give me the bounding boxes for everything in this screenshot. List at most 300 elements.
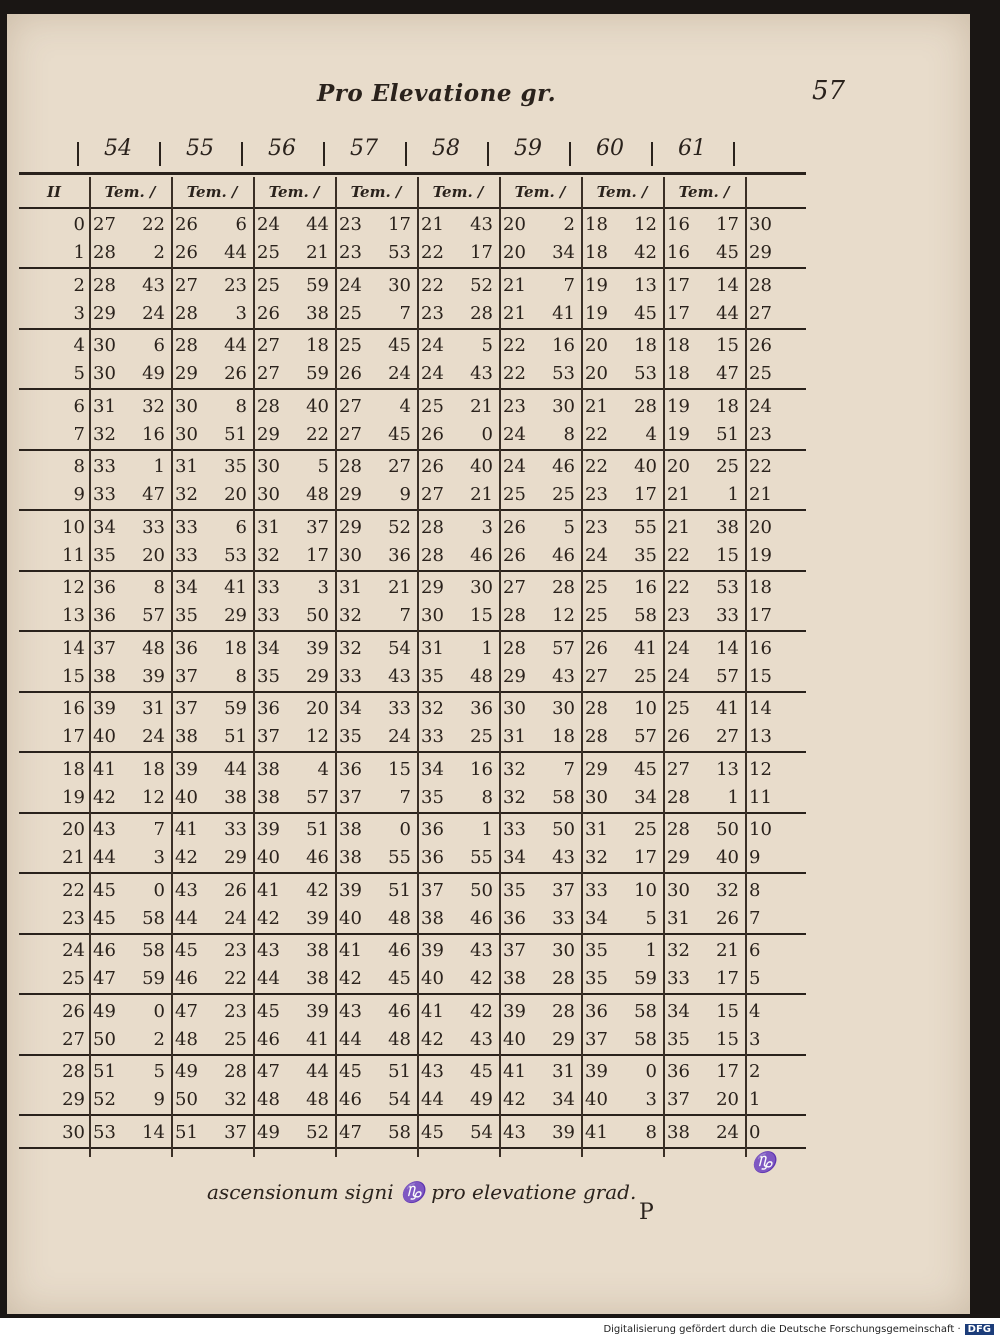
cell-degrees: 28 (93, 242, 116, 263)
row-number: 30 (62, 1121, 85, 1143)
tem-column-header: Tem. / (268, 183, 320, 201)
row-complement: 8 (749, 879, 761, 901)
cell-minutes: 50 (470, 879, 493, 901)
degree-label: 58 (432, 136, 460, 161)
degree-label: 59 (514, 136, 542, 161)
cell-degrees: 46 (339, 1089, 362, 1110)
cell-degrees: 28 (503, 637, 526, 659)
cell-minutes: 41 (634, 637, 657, 659)
cell-minutes: 18 (142, 758, 165, 780)
cell-minutes: 17 (716, 968, 739, 989)
row-number: 19 (62, 786, 85, 808)
cell-minutes: 29 (306, 665, 329, 687)
cell-minutes: 12 (306, 726, 329, 747)
column-divider (89, 177, 91, 1157)
table-row (19, 542, 806, 570)
cell-degrees: 31 (339, 577, 362, 598)
row-complement: 26 (749, 335, 772, 356)
cell-minutes: 41 (716, 698, 739, 719)
cell-degrees: 32 (339, 605, 362, 626)
cell-minutes: 40 (716, 847, 739, 868)
cell-degrees: 47 (339, 1121, 362, 1143)
cell-minutes: 46 (552, 456, 575, 477)
cell-degrees: 28 (93, 274, 116, 296)
cell-degrees: 16 (667, 214, 690, 235)
row-number: 9 (73, 484, 85, 505)
cell-minutes: 34 (634, 786, 657, 808)
cell-degrees: 35 (585, 940, 608, 961)
cell-minutes: 30 (552, 395, 575, 417)
cell-degrees: 48 (175, 1028, 198, 1050)
cell-minutes: 33 (142, 516, 165, 538)
cell-degrees: 39 (339, 879, 362, 901)
cell-minutes: 50 (552, 819, 575, 840)
cell-degrees: 36 (421, 847, 444, 868)
cell-minutes: 32 (716, 879, 739, 901)
cell-minutes: 4 (645, 423, 657, 445)
cell-minutes: 22 (142, 214, 165, 235)
cell-minutes: 8 (235, 395, 247, 417)
cell-degrees: 18 (667, 335, 690, 356)
cell-minutes: 53 (224, 544, 247, 566)
cell-degrees: 33 (175, 544, 198, 566)
row-number: 6 (73, 395, 85, 417)
row-group (19, 391, 806, 451)
cell-minutes: 52 (470, 274, 493, 296)
cell-minutes: 8 (481, 786, 493, 808)
row-number: 29 (62, 1089, 85, 1110)
cell-minutes: 15 (716, 1028, 739, 1050)
cell-degrees: 21 (503, 302, 526, 324)
cell-degrees: 35 (421, 665, 444, 687)
cell-degrees: 30 (667, 879, 690, 901)
cell-degrees: 46 (93, 940, 116, 961)
cell-minutes: 16 (552, 335, 575, 356)
cell-degrees: 38 (667, 1121, 690, 1143)
cell-minutes: 3 (481, 516, 493, 538)
cell-minutes: 54 (388, 637, 411, 659)
cell-minutes: 55 (634, 516, 657, 538)
cell-minutes: 12 (634, 214, 657, 235)
cell-degrees: 39 (421, 940, 444, 961)
cell-degrees: 36 (93, 605, 116, 626)
cell-degrees: 35 (257, 665, 280, 687)
cell-degrees: 43 (503, 1121, 526, 1143)
cell-degrees: 50 (93, 1028, 116, 1050)
cell-minutes: 3 (235, 302, 247, 324)
table-row (19, 453, 806, 481)
row-number: 10 (62, 516, 85, 538)
cell-degrees: 20 (503, 242, 526, 263)
cell-minutes: 1 (727, 786, 739, 808)
cell-degrees: 39 (93, 698, 116, 719)
cell-minutes: 17 (634, 484, 657, 505)
cell-minutes: 1 (645, 940, 657, 961)
cell-minutes: 30 (388, 274, 411, 296)
cell-degrees: 28 (339, 456, 362, 477)
cell-degrees: 28 (257, 395, 280, 417)
cell-minutes: 18 (224, 637, 247, 659)
cell-minutes: 28 (552, 1000, 575, 1022)
cell-minutes: 52 (306, 1121, 329, 1143)
cell-degrees: 25 (339, 302, 362, 324)
cell-minutes: 48 (388, 907, 411, 929)
cell-minutes: 24 (388, 363, 411, 384)
cell-minutes: 59 (306, 363, 329, 384)
cell-minutes: 2 (563, 214, 575, 235)
row-complement: 14 (749, 698, 772, 719)
cell-degrees: 33 (93, 456, 116, 477)
cell-minutes: 46 (470, 544, 493, 566)
cell-minutes: 58 (552, 786, 575, 808)
cell-degrees: 29 (503, 665, 526, 687)
row-number: 15 (62, 665, 85, 687)
cell-minutes: 46 (388, 1000, 411, 1022)
cell-minutes: 41 (552, 302, 575, 324)
cell-minutes: 33 (552, 907, 575, 929)
cell-degrees: 25 (339, 335, 362, 356)
row-complement: 16 (749, 637, 772, 659)
degree-label: 57 (350, 136, 378, 161)
cell-minutes: 12 (142, 786, 165, 808)
cell-degrees: 30 (257, 456, 280, 477)
row-number: 13 (62, 605, 85, 626)
cell-minutes: 15 (470, 605, 493, 626)
cell-minutes: 39 (552, 1121, 575, 1143)
cell-degrees: 23 (421, 302, 444, 324)
cell-minutes: 57 (552, 637, 575, 659)
cell-minutes: 58 (142, 907, 165, 929)
cell-degrees: 27 (503, 577, 526, 598)
cell-degrees: 28 (175, 302, 198, 324)
cell-minutes: 28 (552, 968, 575, 989)
row-complement: 22 (749, 456, 772, 477)
cell-degrees: 44 (339, 1028, 362, 1050)
cell-minutes: 44 (224, 758, 247, 780)
cell-minutes: 42 (634, 242, 657, 263)
cell-minutes: 24 (224, 907, 247, 929)
cell-minutes: 7 (399, 302, 411, 324)
cell-degrees: 22 (585, 423, 608, 445)
cell-degrees: 48 (257, 1089, 280, 1110)
cell-minutes: 6 (235, 214, 247, 235)
row-number: 4 (73, 335, 85, 356)
cell-degrees: 40 (93, 726, 116, 747)
cell-minutes: 28 (470, 302, 493, 324)
row-group (19, 572, 806, 632)
cell-minutes: 26 (224, 363, 247, 384)
cell-degrees: 45 (339, 1061, 362, 1082)
cell-minutes: 46 (552, 544, 575, 566)
tem-column-header: Tem. / (514, 183, 566, 201)
cell-degrees: 28 (585, 726, 608, 747)
cell-minutes: 18 (306, 335, 329, 356)
degree-label: 55 (186, 136, 214, 161)
cell-minutes: 51 (388, 1061, 411, 1082)
cell-minutes: 35 (634, 544, 657, 566)
row-group (19, 633, 806, 693)
table-row (19, 211, 806, 239)
cell-minutes: 59 (224, 698, 247, 719)
cell-minutes: 0 (481, 423, 493, 445)
cell-degrees: 34 (175, 577, 198, 598)
cell-minutes: 28 (552, 577, 575, 598)
cell-minutes: 46 (306, 847, 329, 868)
signature-mark: P (639, 1200, 654, 1225)
table-row (19, 300, 806, 328)
cell-degrees: 38 (339, 819, 362, 840)
cell-degrees: 19 (585, 302, 608, 324)
cell-degrees: 22 (585, 456, 608, 477)
cell-degrees: 17 (667, 302, 690, 324)
cell-minutes: 42 (470, 1000, 493, 1022)
cell-minutes: 44 (306, 1061, 329, 1082)
cell-degrees: 35 (421, 786, 444, 808)
table-row (19, 421, 806, 449)
table-row (19, 877, 806, 905)
cell-minutes: 0 (153, 879, 165, 901)
table-row (19, 393, 806, 421)
cell-degrees: 40 (339, 907, 362, 929)
cell-degrees: 36 (257, 698, 280, 719)
row-number: 25 (62, 968, 85, 989)
cell-degrees: 33 (339, 665, 362, 687)
cell-minutes: 25 (552, 484, 575, 505)
cell-minutes: 16 (634, 577, 657, 598)
cell-minutes: 51 (224, 726, 247, 747)
cell-degrees: 19 (667, 395, 690, 417)
cell-minutes: 1 (481, 819, 493, 840)
cell-degrees: 39 (585, 1061, 608, 1082)
column-divider (581, 177, 583, 1157)
row-number: 5 (73, 363, 85, 384)
cell-minutes: 49 (142, 363, 165, 384)
cell-minutes: 13 (716, 758, 739, 780)
cell-minutes: 53 (716, 577, 739, 598)
row-label-header: II (46, 183, 62, 201)
row-group (19, 754, 806, 814)
cell-degrees: 34 (585, 907, 608, 929)
row-number: 22 (62, 879, 85, 901)
cell-minutes: 58 (634, 605, 657, 626)
row-group (19, 1117, 806, 1149)
cell-degrees: 24 (257, 214, 280, 235)
row-number: 27 (62, 1028, 85, 1050)
cell-minutes: 39 (142, 665, 165, 687)
cell-degrees: 27 (667, 758, 690, 780)
row-complement: 27 (749, 302, 772, 324)
cell-minutes: 59 (142, 968, 165, 989)
cell-degrees: 18 (667, 363, 690, 384)
row-group (19, 814, 806, 874)
cell-degrees: 23 (667, 605, 690, 626)
cell-degrees: 30 (257, 484, 280, 505)
dfg-logo: DFG (965, 1324, 994, 1335)
cell-degrees: 31 (667, 907, 690, 929)
cell-degrees: 42 (175, 847, 198, 868)
cell-minutes: 48 (306, 484, 329, 505)
column-divider (663, 177, 665, 1157)
table-row (19, 905, 806, 933)
row-complement: 18 (749, 577, 772, 598)
cell-minutes: 24 (716, 1121, 739, 1143)
cell-degrees: 23 (585, 516, 608, 538)
cell-minutes: 47 (142, 484, 165, 505)
row-complement: 28 (749, 274, 772, 296)
cell-minutes: 52 (388, 516, 411, 538)
cell-degrees: 29 (585, 758, 608, 780)
row-complement: 17 (749, 605, 772, 626)
cell-degrees: 29 (93, 302, 116, 324)
cell-degrees: 25 (503, 484, 526, 505)
cell-degrees: 20 (503, 214, 526, 235)
cell-minutes: 15 (388, 758, 411, 780)
cell-degrees: 28 (421, 516, 444, 538)
cell-degrees: 21 (503, 274, 526, 296)
cell-minutes: 53 (388, 242, 411, 263)
cell-minutes: 9 (399, 484, 411, 505)
cell-degrees: 38 (421, 907, 444, 929)
cell-degrees: 24 (503, 423, 526, 445)
cell-degrees: 30 (175, 423, 198, 445)
cell-degrees: 24 (421, 335, 444, 356)
cell-degrees: 32 (667, 940, 690, 961)
column-divider (499, 177, 501, 1157)
cell-minutes: 43 (388, 665, 411, 687)
cell-degrees: 35 (667, 1028, 690, 1050)
cell-degrees: 24 (503, 456, 526, 477)
row-complement: 5 (749, 968, 761, 989)
cell-minutes: 50 (306, 605, 329, 626)
cell-degrees: 33 (257, 605, 280, 626)
tem-column-header: Tem. / (678, 183, 730, 201)
group-rule (19, 1147, 806, 1149)
cell-degrees: 24 (667, 665, 690, 687)
cell-degrees: 26 (339, 363, 362, 384)
cell-degrees: 25 (257, 274, 280, 296)
corner-sign-mark: ♑ (751, 1150, 776, 1174)
cell-degrees: 39 (503, 1000, 526, 1022)
row-complement: 11 (749, 786, 772, 808)
row-complement: 20 (749, 516, 772, 538)
cell-minutes: 48 (142, 637, 165, 659)
cell-degrees: 25 (667, 698, 690, 719)
cell-degrees: 18 (585, 242, 608, 263)
cell-degrees: 37 (257, 726, 280, 747)
row-group (19, 935, 806, 995)
cell-minutes: 45 (388, 423, 411, 445)
cell-degrees: 49 (257, 1121, 280, 1143)
cell-degrees: 42 (93, 786, 116, 808)
table-row (19, 332, 806, 360)
cell-degrees: 44 (93, 847, 116, 868)
cell-degrees: 32 (257, 544, 280, 566)
cell-degrees: 43 (93, 819, 116, 840)
cell-minutes: 29 (552, 1028, 575, 1050)
cell-minutes: 59 (634, 968, 657, 989)
table-row (19, 481, 806, 509)
cell-degrees: 40 (257, 847, 280, 868)
cell-degrees: 33 (175, 516, 198, 538)
table-row (19, 1058, 806, 1086)
cell-degrees: 37 (339, 786, 362, 808)
cell-degrees: 27 (421, 484, 444, 505)
cell-degrees: 30 (339, 544, 362, 566)
cell-degrees: 37 (585, 1028, 608, 1050)
cell-degrees: 26 (585, 637, 608, 659)
cell-degrees: 16 (667, 242, 690, 263)
row-complement: 21 (749, 484, 772, 505)
cell-minutes: 7 (563, 758, 575, 780)
cell-degrees: 21 (667, 516, 690, 538)
cell-degrees: 34 (339, 698, 362, 719)
cell-degrees: 26 (503, 516, 526, 538)
cell-minutes: 37 (306, 516, 329, 538)
cell-minutes: 0 (645, 1061, 657, 1082)
cell-degrees: 35 (585, 968, 608, 989)
cell-degrees: 27 (257, 335, 280, 356)
table-row (19, 723, 806, 751)
cell-degrees: 38 (257, 786, 280, 808)
cell-degrees: 35 (503, 879, 526, 901)
cell-minutes: 58 (388, 1121, 411, 1143)
cell-degrees: 34 (257, 637, 280, 659)
cell-minutes: 31 (552, 1061, 575, 1082)
cell-minutes: 42 (306, 879, 329, 901)
cell-degrees: 26 (421, 423, 444, 445)
cell-minutes: 18 (716, 395, 739, 417)
tem-column-header: Tem. / (350, 183, 402, 201)
cell-degrees: 25 (585, 577, 608, 598)
table-row (19, 272, 806, 300)
cell-minutes: 8 (235, 665, 247, 687)
cell-degrees: 32 (503, 758, 526, 780)
row-number: 14 (62, 637, 85, 659)
row-complement: 0 (749, 1121, 761, 1143)
cell-degrees: 40 (421, 968, 444, 989)
cell-minutes: 51 (224, 423, 247, 445)
cell-minutes: 51 (388, 879, 411, 901)
row-group (19, 693, 806, 753)
cell-degrees: 40 (585, 1089, 608, 1110)
row-complement: 19 (749, 544, 772, 566)
cell-minutes: 20 (716, 1089, 739, 1110)
cell-minutes: 7 (563, 274, 575, 296)
cell-degrees: 33 (93, 484, 116, 505)
cell-degrees: 30 (93, 363, 116, 384)
row-complement: 4 (749, 1000, 761, 1022)
cell-degrees: 45 (93, 907, 116, 929)
cell-degrees: 45 (257, 1000, 280, 1022)
cell-minutes: 15 (716, 1000, 739, 1022)
table-row (19, 663, 806, 691)
cell-degrees: 28 (421, 544, 444, 566)
page-number: 57 (812, 76, 846, 106)
footer-caption: ascensionum signi ♑ pro elevatione grad. (207, 1180, 637, 1204)
cell-minutes: 51 (306, 819, 329, 840)
cell-degrees: 30 (585, 786, 608, 808)
cell-degrees: 29 (339, 484, 362, 505)
cell-degrees: 27 (585, 665, 608, 687)
cell-degrees: 34 (503, 847, 526, 868)
row-number: 8 (73, 456, 85, 477)
cell-minutes: 41 (306, 1028, 329, 1050)
cell-minutes: 5 (153, 1061, 165, 1082)
cell-minutes: 25 (634, 819, 657, 840)
cell-minutes: 0 (399, 819, 411, 840)
cell-minutes: 30 (470, 577, 493, 598)
cell-degrees: 41 (503, 1061, 526, 1082)
